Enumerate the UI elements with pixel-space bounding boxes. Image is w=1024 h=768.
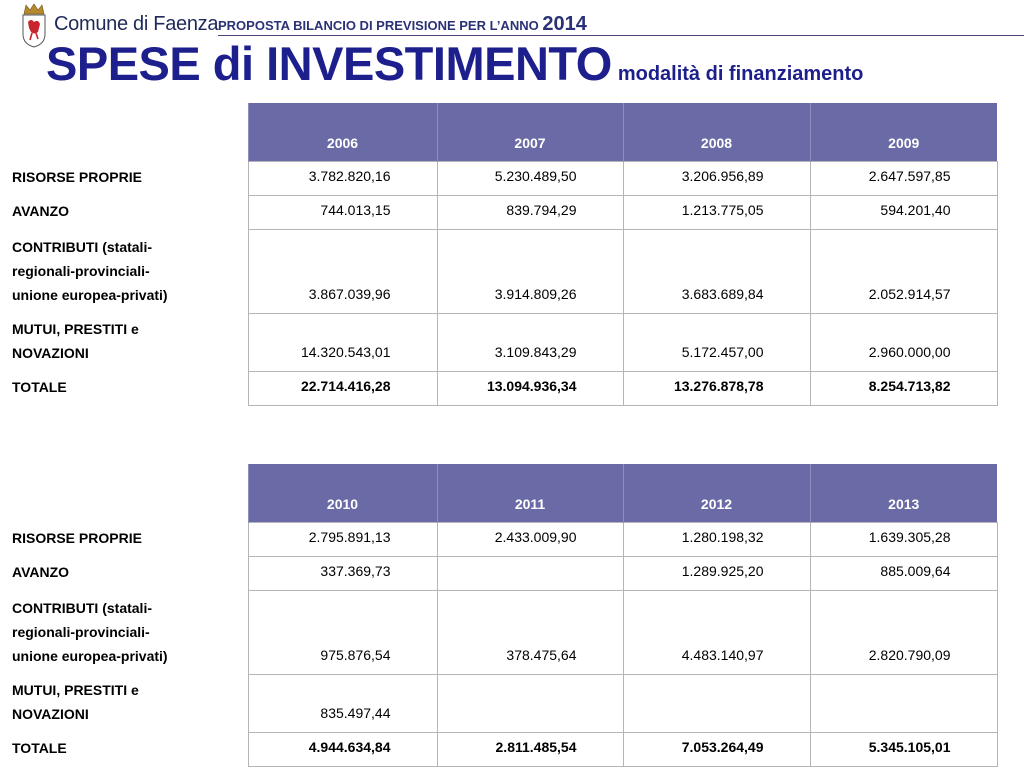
subtitle-text: PROPOSTA BILANCIO DI PREVISIONE PER L’ANNO (218, 18, 539, 33)
table-row (6, 591, 997, 675)
row-label: RISORSE PROPRIE (12, 529, 142, 546)
cell-value: 14.320.543,01 (248, 314, 437, 372)
subtitle-year: 2014 (542, 13, 587, 35)
page-title-main: SPESE di INVESTIMENTO (46, 37, 612, 90)
cell-value: 1.639.305,28 (810, 523, 997, 557)
cell-value (623, 675, 810, 733)
table-row (6, 196, 997, 230)
cell-value: 13.276.878,78 (623, 372, 810, 406)
row-label: AVANZO (12, 202, 70, 219)
cell-value: 7.053.264,49 (623, 733, 810, 767)
table-row-total (6, 733, 997, 767)
row-label-line: regionali-provinciali- (12, 262, 150, 279)
cell-value: 1.213.775,05 (623, 196, 810, 230)
year-header: 2007 (437, 103, 623, 162)
table-row (6, 162, 997, 196)
row-label-line: MUTUI, PRESTITI e (12, 681, 139, 698)
year-header: 2010 (248, 464, 437, 523)
table-row (6, 557, 997, 591)
row-label-line: CONTRIBUTI (statali- (12, 599, 152, 616)
year-header: 2008 (623, 103, 810, 162)
cell-value: 8.254.713,82 (810, 372, 997, 406)
cell-value: 5.230.489,50 (437, 162, 623, 196)
table-row (6, 523, 997, 557)
cell-value: 975.876,54 (248, 591, 437, 675)
year-header: 2011 (437, 464, 623, 523)
cell-value: 2.960.000,00 (810, 314, 997, 372)
year-header: 2009 (810, 103, 997, 162)
cell-value (810, 675, 997, 733)
cell-value: 839.794,29 (437, 196, 623, 230)
page-title-subtitle: modalità di finanziamento (617, 63, 864, 85)
cell-value: 3.683.689,84 (623, 230, 810, 314)
table-row-total (6, 372, 997, 406)
cell-value (437, 675, 623, 733)
cell-value (437, 557, 623, 591)
cell-value: 22.714.416,28 (248, 372, 437, 406)
table-header-row (6, 464, 997, 523)
financing-table-2010-2013 (6, 464, 998, 767)
row-label: RISORSE PROPRIE (12, 168, 142, 185)
cell-value: 2.795.891,13 (248, 523, 437, 557)
cell-value: 3.206.956,89 (623, 162, 810, 196)
header-corner (6, 464, 248, 523)
cell-value: 337.369,73 (248, 557, 437, 591)
cell-value: 4.944.634,84 (248, 733, 437, 767)
header-corner (6, 103, 248, 162)
header-divider (218, 35, 1024, 36)
cell-value: 5.345.105,01 (810, 733, 997, 767)
header-subtitle (218, 13, 587, 36)
row-label (6, 591, 248, 675)
year-header: 2013 (810, 464, 997, 523)
row-label-line: unione europea-privati) (12, 647, 168, 664)
comune-crest-icon (20, 2, 48, 48)
row-label-line: CONTRIBUTI (statali- (12, 238, 152, 255)
row-label-line: regionali-provinciali- (12, 623, 150, 640)
cell-value: 744.013,15 (248, 196, 437, 230)
year-header: 2006 (248, 103, 437, 162)
cell-value: 1.289.925,20 (623, 557, 810, 591)
table-row (6, 230, 997, 314)
row-label: TOTALE (12, 378, 67, 395)
row-label: TOTALE (12, 739, 67, 756)
cell-value: 2.811.485,54 (437, 733, 623, 767)
year-header: 2012 (623, 464, 810, 523)
table-row (6, 314, 997, 372)
cell-value: 2.052.914,57 (810, 230, 997, 314)
cell-value: 3.914.809,26 (437, 230, 623, 314)
cell-value: 3.867.039,96 (248, 230, 437, 314)
cell-value: 3.782.820,16 (248, 162, 437, 196)
cell-value: 2.820.790,09 (810, 591, 997, 675)
financing-table-2006-2009 (6, 103, 998, 406)
table-row (6, 675, 997, 733)
cell-value: 378.475,64 (437, 591, 623, 675)
cell-value: 2.433.009,90 (437, 523, 623, 557)
row-label-line: NOVAZIONI (12, 344, 89, 361)
row-label-line: NOVAZIONI (12, 705, 89, 722)
row-label-line: MUTUI, PRESTITI e (12, 320, 139, 337)
cell-value: 4.483.140,97 (623, 591, 810, 675)
cell-value: 1.280.198,32 (623, 523, 810, 557)
cell-value: 3.109.843,29 (437, 314, 623, 372)
row-label (6, 314, 248, 372)
cell-value: 13.094.936,34 (437, 372, 623, 406)
row-label (6, 675, 248, 733)
cell-value: 835.497,44 (248, 675, 437, 733)
cell-value: 2.647.597,85 (810, 162, 997, 196)
row-label-line: unione europea-privati) (12, 286, 168, 303)
cell-value: 594.201,40 (810, 196, 997, 230)
row-label: AVANZO (12, 563, 70, 580)
brand-name: Comune di Faenza (54, 13, 219, 35)
cell-value: 885.009,64 (810, 557, 997, 591)
page-title (46, 37, 864, 90)
table-header-row (6, 103, 997, 162)
cell-value: 5.172.457,00 (623, 314, 810, 372)
row-label (6, 230, 248, 314)
